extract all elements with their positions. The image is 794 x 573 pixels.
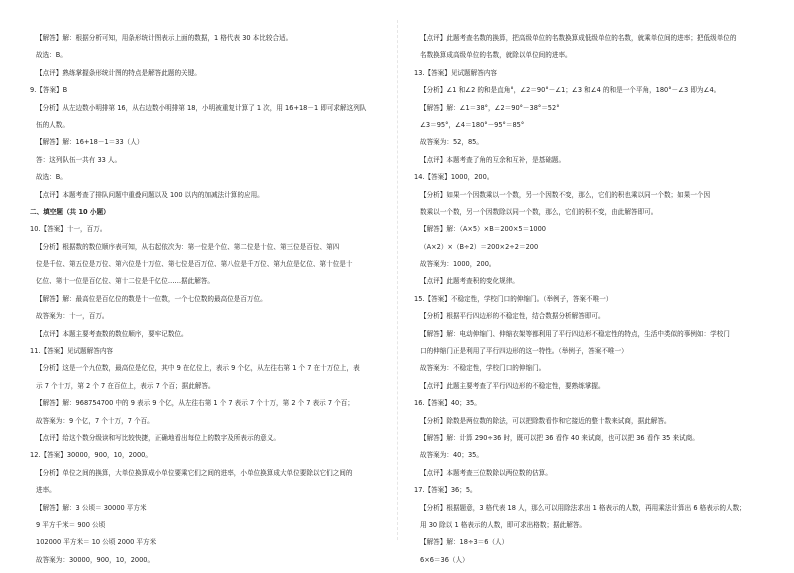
text-line: 口的伸缩门正是利用了平行四边形的这一特性。（举例子，答案不唯一） <box>420 347 628 356</box>
text-line: 【点评】给这个数分级读和写比较快捷，正确地看出每位上的数字及所表示的意义。 <box>36 433 280 442</box>
text-line: 答：这列队伍一共有 33 人。 <box>36 155 122 164</box>
text-line: 【分析】根据数的数位顺序表可知，从右起依次为：第一位是个位、第二位是十位、第三位是百位、第四 <box>36 242 340 251</box>
text-line: 【分析】单位之间的换算，大单位换算成小单位要乘它们之间的进率，小单位换算成大单位要除以它们之间的 <box>36 468 353 477</box>
text-line: 【点评】此题考查名数的换算，把高级单位的名数换算成低级单位的名数，就乘单位间的进率；把低级单位的 <box>420 34 737 42</box>
text-line: 伍的人数。 <box>36 120 69 129</box>
text-line: 【解答】解：电动伸缩门、伸缩衣架等都利用了平行四边形不稳定性的特点，生活中类似的事例如：学校门 <box>420 329 730 338</box>
text-line: 【分析】如果一个因数乘以一个数，另一个因数不变，那么，它们的积也乘以同一个数；如果一个因 <box>420 190 711 199</box>
text-line: 名数换算成高级单位的名数，就除以单位间的进率。 <box>420 51 572 60</box>
text-line: 故选：B。 <box>36 51 67 60</box>
question-number: 17.【答案】36；5。 <box>414 486 477 495</box>
text-line: 【点评】此题主要考查了平行四边形的不稳定性，要熟练掌握。 <box>420 381 605 390</box>
question-number: 14.【答案】1000，200。 <box>414 173 494 182</box>
text-line: 【解答】解：∠1＝38°，∠2＝90°－38°＝52° <box>420 103 560 112</box>
text-line: 9 平方千米＝ 900 公顷 <box>36 520 106 529</box>
text-line: ∠3＝95°，∠4＝180°－95°＝85° <box>420 120 525 129</box>
text-line: 【解答】解：（A×5）×B＝200×5＝1000 <box>420 225 547 234</box>
question-number: 10.【答案】十一，百万。 <box>30 225 107 234</box>
text-line: 【点评】本题考查三位数除以两位数的估算。 <box>420 468 552 477</box>
text-line: 故答案为：30000，900，10，2000。 <box>36 555 155 564</box>
text-line: 示 7 个十万，第 2 个 7 在百位上，表示 7 个百；据此解答。 <box>36 381 215 390</box>
text-line: （A×2）×（B÷2）＝200×2÷2＝200 <box>420 242 539 251</box>
question-number: 9.【答案】B <box>30 86 68 95</box>
text-line: 【分析】除数是两位数的除法，可以把除数看作和它接近的整十数来试商，据此解答。 <box>420 416 671 425</box>
text-line: 【分析】根据平行四边形的不稳定性，结合数据分析解答即可。 <box>420 312 605 321</box>
column-divider <box>397 20 398 540</box>
text-line: 故答案为：9 个亿，7 个十万，7 个百。 <box>36 416 154 425</box>
text-line: 【解答】解：18÷3＝6（人） <box>420 538 509 547</box>
text-line: 故答案为：十一，百万。 <box>36 312 109 321</box>
section-heading: 二、填空题（共 10 小题） <box>30 207 110 216</box>
text-line: 【解答】解：根据分析可知，用条形统计图表示上面的数据，1 格代表 30 本比较合适。 <box>36 34 293 42</box>
text-line: 【点评】本题考查了角的互余和互补，是基础题。 <box>420 155 566 164</box>
text-line: 进率。 <box>36 486 56 495</box>
text-line: 【分析】从左边数小明排第 16，从右边数小明排第 18，小明被重复计算了 1 次，用 16+18－1 即可求解这列队 <box>36 103 367 112</box>
right-column <box>414 34 764 573</box>
text-line: 故答案为：52，85。 <box>420 138 483 147</box>
text-line: 【解答】解：968754700 中的 9 表示 9 个亿，从左往右第 1 个 7 表示 7 个十万，第 2 个 7 表示 7 个百； <box>36 399 354 408</box>
text-line: 【解答】解：计算 290÷36 时，既可以把 36 看作 40 来试商，也可以把 36 看作 35 来试商。 <box>420 433 699 442</box>
text-line: 位是千位、第五位是万位、第六位是十万位、第七位是百万位、第八位是千万位、第九位是亿位、第十位是十 <box>36 260 353 269</box>
text-line: 故答案为：1000，200。 <box>420 260 496 269</box>
text-line: 【点评】本题考查了排队问题中重叠问题以及 100 以内的加减法计算的应用。 <box>36 190 264 199</box>
text-line: 用 30 除以 1 格表示的人数，即可求出格数；据此解答。 <box>420 520 587 529</box>
text-line: 102000 平方米＝ 10 公顷 2000 平方米 <box>36 538 157 547</box>
question-number: 11.【答案】见试题解答内容 <box>30 347 114 356</box>
text-line: 【解答】解：16+18－1＝33（人） <box>36 138 144 147</box>
left-column <box>30 34 380 573</box>
text-line: 故答案为：40；35。 <box>420 451 483 460</box>
text-line: 【解答】解：最高位是百亿位的数是十一位数，一个七位数的最高位是百万位。 <box>36 294 267 303</box>
text-line: 故选：B。 <box>36 173 67 182</box>
text-line: 【点评】熟练掌握条形统计图的特点是解答此题的关键。 <box>36 68 201 77</box>
text-line: 亿位、第十一位是百亿位、第十二位是千亿位……据此解答。 <box>36 277 215 286</box>
text-line: 【点评】本题主要考查数的数位顺序，要牢记数位。 <box>36 329 188 338</box>
question-number: 13.【答案】见试题解答内容 <box>414 68 498 77</box>
text-line: 故答案为：不稳定性，学校门口的伸缩门。 <box>420 364 546 373</box>
text-line: 【分析】∠1 和∠2 的和是直角°，∠2＝90°－∠1；∠3 和∠4 的和是一个平角，180°－∠3 即为∠4。 <box>420 86 721 95</box>
text-line: 【点评】此题考查积的变化规律。 <box>420 277 519 286</box>
text-line: 【解答】解：3 公顷＝ 30000 平方米 <box>36 503 147 512</box>
text-line: 【分析】这是一个九位数，最高位是亿位，其中 9 在亿位上，表示 9 个亿，从左往右第 1 个 7 在十万位上，表 <box>36 364 360 373</box>
question-number: 12.【答案】30000，900，10，2000。 <box>30 451 152 460</box>
text-line: 【分析】根据题意，3 格代表 18 人，那么可以用除法求出 1 格表示的人数，再用乘法计算出 6 格表示的人数； <box>420 503 746 512</box>
text-line: 6×6＝36（人） <box>420 555 469 564</box>
question-number: 16.【答案】40；35。 <box>414 399 481 408</box>
text-line: 数乘以一个数，另一个因数除以同一个数，那么，它们的积不变，由此解答即可。 <box>420 207 658 216</box>
question-number: 15.【答案】不稳定性，学校门口的伸缩门。（举例子，答案不唯一） <box>414 294 613 303</box>
